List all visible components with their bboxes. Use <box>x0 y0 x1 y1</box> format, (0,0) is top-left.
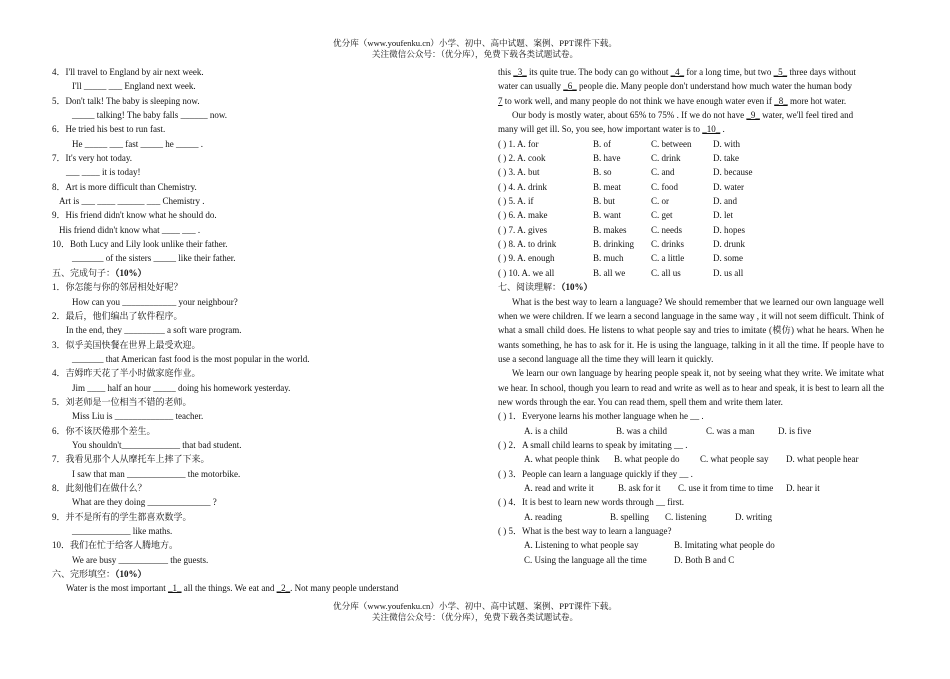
cloze-blank: _6_ <box>563 81 577 92</box>
cloze-blank: _3_ <box>513 67 527 77</box>
cloze-line <box>498 122 884 136</box>
cloze-text: many will get ill. So, you see, how important water is to <box>498 124 703 135</box>
option: C. drinks <box>651 239 685 250</box>
cloze-option-row <box>498 137 884 151</box>
complete-answer-line: Miss Liu is _____________ teacher. <box>72 411 204 422</box>
cloze-blank: _4_ <box>670 67 685 77</box>
option: B. meat <box>593 181 621 192</box>
right-column <box>498 65 884 567</box>
cloze-text: to work well, and many people do not think we have enough water even if <box>502 95 775 106</box>
option: D. us all <box>713 267 744 278</box>
section-6-title: 六、完形填空： <box>52 569 116 580</box>
option-number-and-a: ( ) 9. A. enough <box>498 253 555 264</box>
option: D. writing <box>735 511 772 522</box>
cloze-option-row <box>498 223 884 237</box>
complete-question: 8．此刻他们在做什么？ <box>52 482 147 493</box>
rewrite-section <box>52 65 457 266</box>
reading-options-row <box>498 538 884 552</box>
option: B. makes <box>593 224 627 235</box>
complete-question: 4．吉姆昨天花了半小时做家庭作业。 <box>52 368 201 379</box>
option: C. get <box>651 210 673 221</box>
option: C. a little <box>651 253 685 264</box>
cloze-option-row <box>498 165 884 179</box>
reading-paragraph-1: What is the best way to learn a language? We should remember that we learned our own language well when we were children. If we learn a second language in the same way , it will not seem difficult. Think of what a small child does. He listens to what people say and tries to imitate (模仿) what he hears. When he wants something, he has to ask for it. He is using the language, talking in it all the time. If people have to use a second language all the time they will learn it quickly. <box>498 296 884 364</box>
cloze-text: this <box>498 67 514 77</box>
left-column <box>52 65 457 596</box>
option: B. so <box>593 167 612 178</box>
cloze-text: water can usually <box>498 81 564 92</box>
cloze-text: for a long time, but two <box>684 67 774 77</box>
cloze-blank: 7 <box>498 95 503 106</box>
option: D. Both B and C <box>674 554 735 565</box>
option: C. food <box>651 181 678 192</box>
complete-question: 3．似乎美国快餐在世界上最受欢迎。 <box>52 339 201 350</box>
cloze-line <box>498 94 884 108</box>
option: D. drunk <box>713 239 745 250</box>
complete-sentences-section <box>52 280 457 567</box>
reading-options-row <box>498 510 884 524</box>
cloze-text: . Not many people understand <box>290 583 399 594</box>
option-number-and-a: ( ) 7. A. gives <box>498 224 547 235</box>
option: A. what people think <box>524 454 600 465</box>
cloze-passage-start <box>52 581 457 595</box>
option-number-and-a: ( ) 1. A. for <box>498 138 539 149</box>
option: C. needs <box>651 224 682 235</box>
header-line-1: 优分库（www.youfenku.cn）小学、初中、高中试题、案例、PPT课件下载。 <box>333 38 617 48</box>
option: B. all we <box>593 267 626 278</box>
cloze-text: water, we'll feel tired and <box>759 110 854 121</box>
reading-options-row <box>498 481 884 495</box>
section-6-score: （10%） <box>115 569 147 580</box>
option-number-and-a: ( ) 3. A. but <box>498 167 540 178</box>
page-header <box>0 38 950 60</box>
reading-options-row <box>498 424 884 438</box>
section-5-score: （10%） <box>115 267 147 278</box>
option-number-and-a: ( ) 5. A. if <box>498 196 534 207</box>
section-6-heading <box>52 567 457 581</box>
complete-answer-line: _______ that American fast food is the most popular in the world. <box>72 353 310 364</box>
cloze-option-row <box>498 266 884 280</box>
option: B. but <box>593 196 616 207</box>
option: C. and <box>651 167 675 178</box>
complete-answer-line: We are busy ___________ the guests. <box>72 554 209 565</box>
cloze-option-row <box>498 237 884 251</box>
section-7-title: 七、阅读理解： <box>498 282 562 293</box>
reading-question: ( ) 1．Everyone learns his mother language when he __ . <box>498 411 704 422</box>
option: C. what people say <box>700 454 769 465</box>
complete-answer-line: _____________ like maths. <box>72 526 173 536</box>
rewrite-question: 10．Both Lucy and Lily look unlike their father. <box>52 239 228 250</box>
reading-options-row <box>498 452 884 466</box>
rewrite-question: 7．It's very hot today. <box>52 153 133 164</box>
option: C. between <box>651 138 692 149</box>
option: B. have <box>593 153 621 164</box>
option: C. all us <box>651 267 681 278</box>
page-footer <box>0 601 950 623</box>
cloze-blank: _10_ <box>702 124 721 135</box>
complete-answer-line: You shouldn't_____________ that bad student. <box>72 439 242 450</box>
reading-options-row <box>498 553 884 567</box>
cloze-blank: _8_ <box>774 95 788 106</box>
option: B. spelling <box>610 511 650 522</box>
reading-question: ( ) 4．It is best to learn new words through __ first. <box>498 497 684 508</box>
option: B. of <box>593 138 611 149</box>
reading-questions <box>498 409 884 567</box>
reading-paragraph-2: We learn our own language by hearing people speak it, not by seeing what they write. We imitate what we hear. In school, though you learn to read and write as well as to hear and speak, it is best to learn all the new words through the ear. You can read them, spell them and write them later. <box>498 368 884 407</box>
complete-question: 7．我看见那个人从摩托车上摔了下来。 <box>52 454 210 465</box>
option: B. drinking <box>593 239 635 250</box>
option: A. Listening to what people say <box>524 540 639 551</box>
complete-question: 6．你不该厌倦那个差生。 <box>52 425 156 436</box>
header-line-2: 关注微信公众号：（优分库），免费下载各类试题试卷。 <box>371 49 579 59</box>
cloze-option-row <box>498 180 884 194</box>
option-number-and-a: ( ) 10. A. we all <box>498 267 555 278</box>
rewrite-answer-line: _______ of the sisters _____ like their father. <box>72 253 236 264</box>
rewrite-question: 9．His friend didn't know what he should do. <box>52 210 217 221</box>
rewrite-answer-line: Art is ___ ____ ______ ___ Chemistry . <box>59 196 205 207</box>
option: C. drink <box>651 153 681 164</box>
option: D. some <box>713 253 743 264</box>
section-5-title: 五、完成句子： <box>52 267 116 278</box>
rewrite-answer-line: His friend didn't know what ____ ___ . <box>59 224 201 235</box>
option-number-and-a: ( ) 2. A. cook <box>498 153 546 164</box>
rewrite-answer-line: _____ talking! The baby falls ______ now. <box>72 110 227 121</box>
cloze-text: its quite true. The body can go without <box>526 67 671 77</box>
cloze-text: Our body is mostly water, about 65% to 75% . If we do not have <box>512 110 747 121</box>
cloze-text: Water is the most important <box>66 583 169 594</box>
complete-answer-line: What are they doing ______________ ? <box>72 497 217 508</box>
cloze-option-row <box>498 194 884 208</box>
option: B. was a child <box>616 425 667 436</box>
option: D. because <box>713 167 753 178</box>
rewrite-question: 4．I'll travel to England by air next week. <box>52 67 204 77</box>
cloze-blank: _2_ <box>276 583 291 594</box>
rewrite-question: 6．He tried his best to run fast. <box>52 124 166 135</box>
cloze-text: three days without <box>787 67 856 77</box>
complete-answer-line: In the end, they _________ a soft ware program. <box>66 325 242 336</box>
complete-question: 1．你怎能与你的邻居相处好呢？ <box>52 282 183 293</box>
cloze-passage <box>498 65 884 137</box>
rewrite-question: 8．Art is more difficult than Chemistry. <box>52 181 197 192</box>
option: D. take <box>713 153 739 164</box>
complete-answer-line: I saw that man _____________ the motorbike. <box>72 468 241 479</box>
option: D. water <box>713 181 744 192</box>
rewrite-answer-line: I'll _____ ___ England next week. <box>72 81 196 92</box>
footer-line-1: 优分库（www.youfenku.cn）小学、初中、高中试题、案例、PPT课件下载。 <box>333 601 617 611</box>
cloze-options-list <box>498 137 884 280</box>
option: A. read and write it <box>524 482 594 493</box>
option: D. hear it <box>786 482 820 493</box>
option: B. want <box>593 210 621 221</box>
rewrite-question: 5．Don't talk! The baby is sleeping now. <box>52 95 200 106</box>
complete-answer-line: How can you ____________ your neighbour? <box>72 296 238 307</box>
cloze-blank: _9_ <box>746 110 760 121</box>
complete-question: 2．最后，他们编出了软件程序。 <box>52 310 183 321</box>
cloze-text: people die. Many people don't understand how much water the human body <box>576 81 853 92</box>
option: C. was a man <box>706 425 755 436</box>
option: C. listening <box>665 511 707 522</box>
complete-answer-line: Jim ____ half an hour _____ doing his homework yesterday. <box>72 382 291 393</box>
option-number-and-a: ( ) 6. A. make <box>498 210 548 221</box>
cloze-line <box>498 65 884 79</box>
cloze-option-row <box>498 208 884 222</box>
option: B. ask for it <box>618 482 661 493</box>
option: A. is a child <box>524 425 568 436</box>
option-number-and-a: ( ) 4. A. drink <box>498 181 547 192</box>
rewrite-answer-line: ___ ____ it is today! <box>66 167 141 178</box>
cloze-line <box>498 108 884 122</box>
cloze-blank: _1_ <box>168 583 182 594</box>
reading-question: ( ) 5．What is the best way to learn a language? <box>498 526 672 536</box>
option: D. what people hear <box>786 454 859 465</box>
reading-question: ( ) 3．People can learn a language quickly if they __ . <box>498 468 693 479</box>
cloze-line <box>498 79 884 93</box>
option: D. with <box>713 138 740 149</box>
cloze-blank: _5_ <box>773 67 788 77</box>
section-7-score: （10%） <box>561 282 593 293</box>
cloze-text: more hot water. <box>787 95 847 106</box>
option: B. much <box>593 253 624 264</box>
cloze-option-row <box>498 151 884 165</box>
rewrite-answer-line: He _____ ___ fast _____ he _____ . <box>72 138 203 149</box>
option: B. what people do <box>614 454 680 465</box>
footer-line-2: 关注微信公众号：（优分库），免费下载各类试题试卷。 <box>371 612 579 622</box>
cloze-text: . <box>720 124 725 135</box>
section-5-heading <box>52 266 457 280</box>
option: C. Using the language all the time <box>524 554 647 565</box>
option: C. use it from time to time <box>678 482 774 493</box>
option-number-and-a: ( ) 8. A. to drink <box>498 239 557 250</box>
reading-question: ( ) 2．A small child learns to speak by imitating __ . <box>498 439 688 450</box>
complete-question: 9．并不是所有的学生都喜欢数学。 <box>52 511 192 522</box>
option: D. hopes <box>713 224 745 235</box>
option: C. or <box>651 196 669 207</box>
option: B. Imitating what people do <box>674 540 775 551</box>
complete-question: 10．我们在忙于给客人腾地方。 <box>52 540 179 551</box>
option: D. and <box>713 196 737 207</box>
complete-question: 5．刘老师是一位相当不错的老师。 <box>52 396 192 407</box>
option: A. reading <box>524 511 562 522</box>
option: D. let <box>713 210 733 221</box>
section-7-heading <box>498 280 884 294</box>
cloze-option-row <box>498 251 884 265</box>
cloze-text: all the things. We eat and <box>181 583 277 594</box>
option: D. is five <box>778 425 812 436</box>
